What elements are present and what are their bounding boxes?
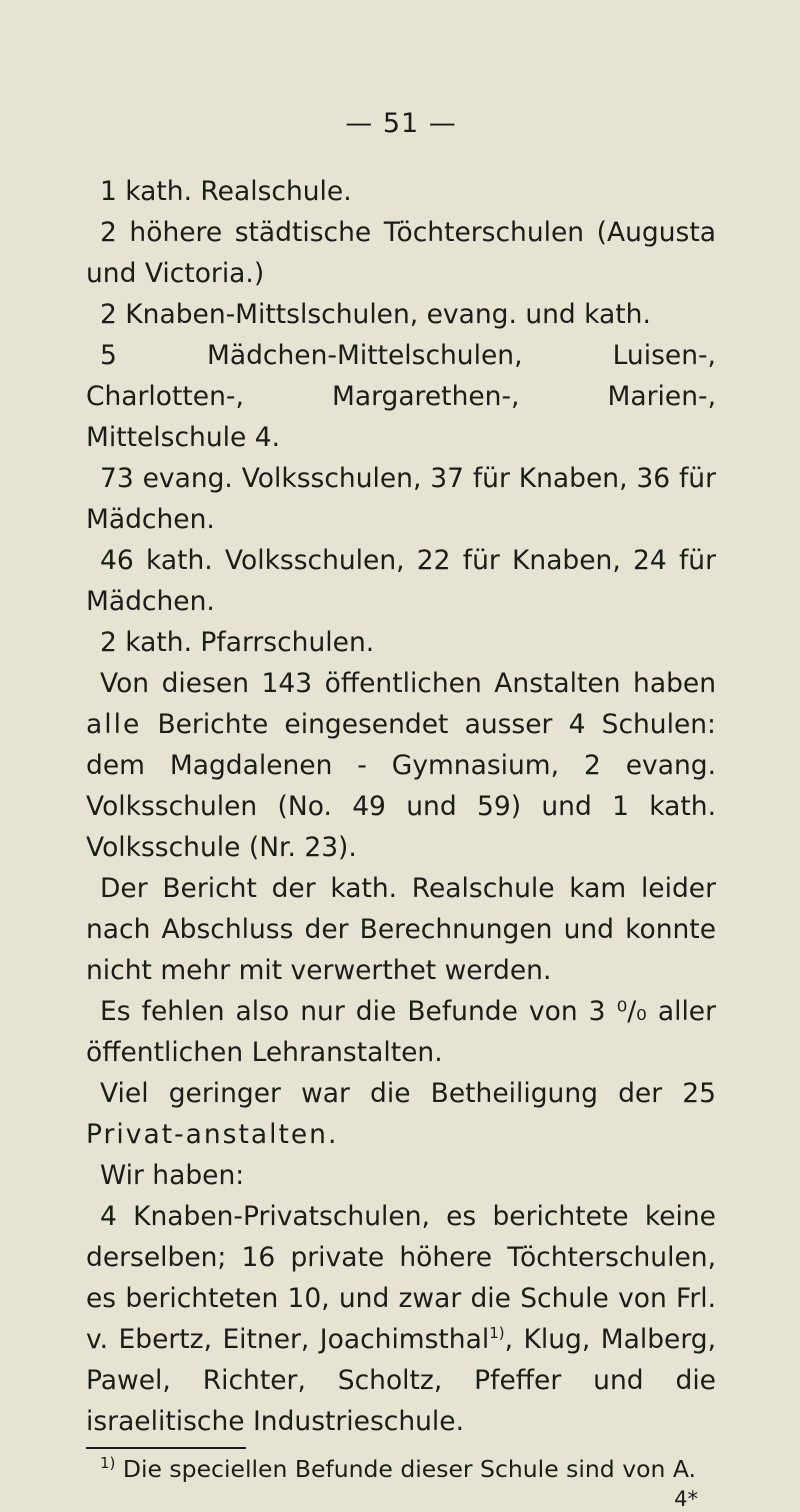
paragraph-evang-volksschulen: 73 evang. Volksschulen, 37 für Knaben, 36 für Mädchen. (86, 463, 716, 535)
emphasis-privatanstalten: Privat-anstalten. (86, 1119, 339, 1150)
signature-mark: 4* (674, 1487, 698, 1511)
paragraph-realschule-bericht: Der Bericht der kath. Realschule kam leider nach Abschluss der Berechnungen und konnte nicht mehr mit verwerthet werden. (86, 873, 716, 986)
emphasis-alle: alle (86, 709, 142, 740)
paragraph-privatanstalten (86, 1073, 716, 1155)
paragraph-maedchen-mittelschulen: 5 Mädchen-Mittelschulen, Luisen-, Charlotten-, Margarethen-, Marien-, Mittelschule 4. (86, 340, 716, 453)
paragraph-wir-haben: Wir haben: (100, 1160, 245, 1191)
page-number: — 51 — (345, 108, 457, 139)
paragraph-toechterschulen: 2 höhere städtische Töchterschulen (Augusta und Victoria.) (86, 217, 716, 289)
footnote-reference: 1) (489, 1324, 505, 1343)
paragraph-privatschulen (86, 1196, 716, 1442)
text-run: Viel geringer war die Betheiligung der 25 (100, 1078, 716, 1109)
text-run: Berichte eingesendet ausser 4 Schulen: dem Magdalenen - Gymnasium, 2 evang. Volksschulen (No. 49 und 59) und 1 kath. Volksschule (Nr. 23). (86, 709, 716, 863)
text-run: , Klug, Malberg, Pawel, Richter, Scholtz, Pfeffer und die israelitische Industrieschule. (86, 1324, 716, 1437)
text-run: 4 Knaben-Privatschulen, es berichtete keine derselben; 16 private höhere Töchterschulen, es berichteten 10, und zwar die Schule von Frl. v. Ebertz, Eitner, Joachimsthal (86, 1201, 716, 1355)
footnote (86, 1452, 716, 1486)
paragraph-knaben-mittelschulen: 2 Knaben-Mittslschulen, evang. und kath. (100, 299, 651, 330)
paragraph-kath-volksschulen: 46 kath. Volksschulen, 22 für Knaben, 24 für Mädchen. (86, 545, 716, 617)
text-run: Von diesen 143 öffentlichen Anstalten haben (100, 668, 716, 699)
paragraph-pfarrschulen: 2 kath. Pfarrschulen. (100, 627, 375, 658)
footnote-text: Die speciellen Befunde dieser Schule sind von A. (115, 1455, 696, 1483)
footnote-marker: 1) (100, 1454, 116, 1473)
footnote-divider (86, 1447, 246, 1449)
paragraph-befunde: Es fehlen also nur die Befunde von 3 ⁰/₀ aller öffentlichen Lehranstalten. (86, 996, 716, 1068)
paragraph-berichte (86, 663, 716, 868)
paragraph-realschule: 1 kath. Realschule. (100, 176, 352, 207)
